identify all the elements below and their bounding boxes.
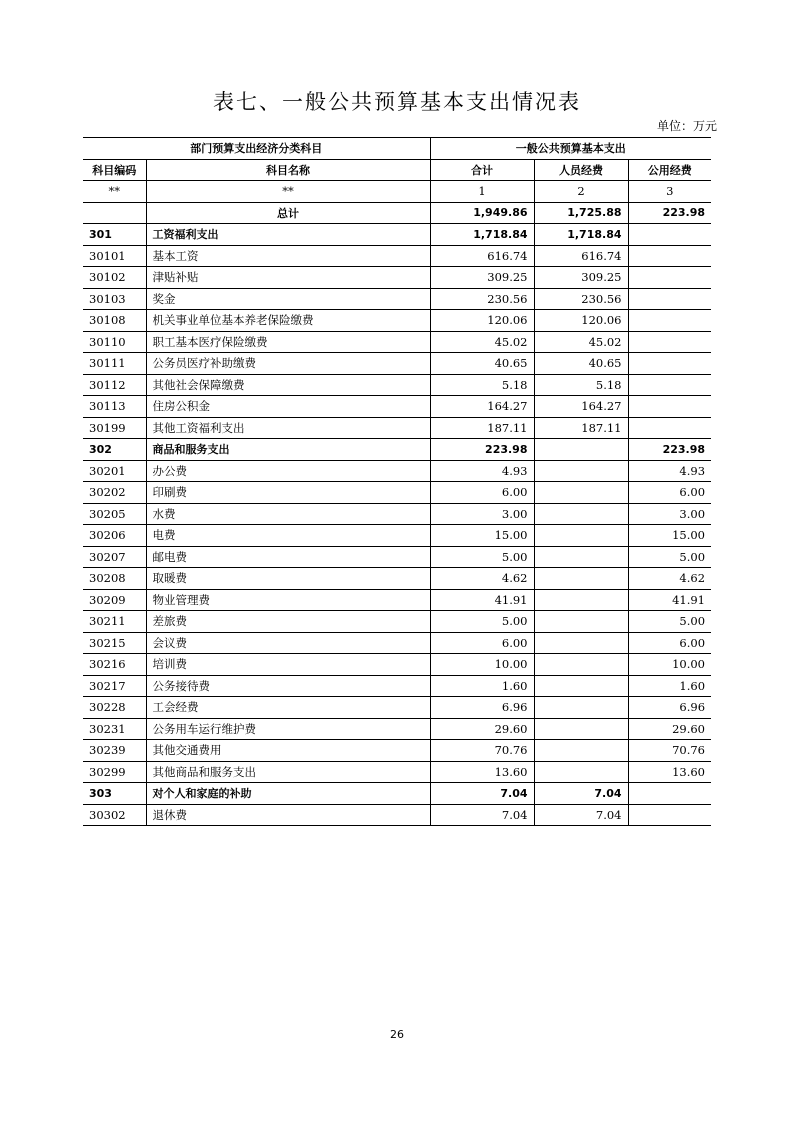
row-personnel: 230.56 bbox=[534, 288, 628, 310]
row-personnel: 1,718.84 bbox=[534, 224, 628, 246]
row-personnel: 616.74 bbox=[534, 245, 628, 267]
row-personnel bbox=[534, 439, 628, 461]
row-total: 4.93 bbox=[430, 460, 534, 482]
table-row bbox=[83, 568, 711, 590]
table-row bbox=[83, 697, 711, 719]
row-public bbox=[628, 396, 711, 418]
row-total: 616.74 bbox=[430, 245, 534, 267]
row-name: 邮电费 bbox=[146, 546, 430, 568]
total-row bbox=[83, 202, 711, 224]
index-row bbox=[83, 181, 711, 203]
row-public: 1.60 bbox=[628, 675, 711, 697]
column-header-row bbox=[83, 159, 711, 181]
row-total: 309.25 bbox=[430, 267, 534, 289]
row-code: 302 bbox=[83, 439, 146, 461]
row-name: 公务员医疗补助缴费 bbox=[146, 353, 430, 375]
row-personnel bbox=[534, 568, 628, 590]
row-name: 工会经费 bbox=[146, 697, 430, 719]
row-code: 30231 bbox=[83, 718, 146, 740]
row-name: 取暖费 bbox=[146, 568, 430, 590]
row-public: 10.00 bbox=[628, 654, 711, 676]
row-code: 301 bbox=[83, 224, 146, 246]
row-total: 5.00 bbox=[430, 546, 534, 568]
personnel-header: 人员经费 bbox=[534, 159, 628, 181]
row-public: 13.60 bbox=[628, 761, 711, 783]
row-code: 30205 bbox=[83, 503, 146, 525]
unit-label: 单位：万元 bbox=[656, 119, 717, 133]
row-public: 41.91 bbox=[628, 589, 711, 611]
row-personnel bbox=[534, 761, 628, 783]
row-public: 6.00 bbox=[628, 482, 711, 504]
row-total: 7.04 bbox=[430, 783, 534, 805]
row-public bbox=[628, 245, 711, 267]
row-total: 187.11 bbox=[430, 417, 534, 439]
row-name: 退休费 bbox=[146, 804, 430, 826]
row-name: 津贴补贴 bbox=[146, 267, 430, 289]
table-row bbox=[83, 654, 711, 676]
row-public bbox=[628, 804, 711, 826]
row-personnel: 45.02 bbox=[534, 331, 628, 353]
row-code: 30199 bbox=[83, 417, 146, 439]
row-name: 其他交通费用 bbox=[146, 740, 430, 762]
row-code: 30111 bbox=[83, 353, 146, 375]
row-personnel bbox=[534, 589, 628, 611]
row-total: 45.02 bbox=[430, 331, 534, 353]
table-row bbox=[83, 503, 711, 525]
row-code: 30228 bbox=[83, 697, 146, 719]
row-public bbox=[628, 288, 711, 310]
table-row bbox=[83, 460, 711, 482]
total-public: 223.98 bbox=[628, 202, 711, 224]
row-personnel bbox=[534, 740, 628, 762]
row-total: 6.00 bbox=[430, 482, 534, 504]
row-personnel: 164.27 bbox=[534, 396, 628, 418]
row-public bbox=[628, 783, 711, 805]
page-title: 表七、一般公共预算基本支出情况表 bbox=[213, 90, 581, 114]
total-total: 1,949.86 bbox=[430, 202, 534, 224]
row-personnel bbox=[534, 654, 628, 676]
index-code: ** bbox=[83, 181, 146, 203]
row-total: 40.65 bbox=[430, 353, 534, 375]
group-left-header: 部门预算支出经济分类科目 bbox=[83, 138, 430, 160]
group-right-header: 一般公共预算基本支出 bbox=[430, 138, 711, 160]
table-row bbox=[83, 589, 711, 611]
table-row bbox=[83, 783, 711, 805]
row-total: 120.06 bbox=[430, 310, 534, 332]
row-code: 30113 bbox=[83, 396, 146, 418]
row-public: 6.00 bbox=[628, 632, 711, 654]
row-personnel: 309.25 bbox=[534, 267, 628, 289]
row-code: 30110 bbox=[83, 331, 146, 353]
row-total: 10.00 bbox=[430, 654, 534, 676]
table-row bbox=[83, 718, 711, 740]
index-public: 3 bbox=[628, 181, 711, 203]
row-code: 30209 bbox=[83, 589, 146, 611]
row-public: 5.00 bbox=[628, 611, 711, 633]
row-name: 公务用车运行维护费 bbox=[146, 718, 430, 740]
row-name: 印刷费 bbox=[146, 482, 430, 504]
row-name: 工资福利支出 bbox=[146, 224, 430, 246]
row-name: 其他社会保障缴费 bbox=[146, 374, 430, 396]
table-row bbox=[83, 611, 711, 633]
row-name: 电费 bbox=[146, 525, 430, 547]
row-total: 70.76 bbox=[430, 740, 534, 762]
row-personnel bbox=[534, 611, 628, 633]
row-total: 4.62 bbox=[430, 568, 534, 590]
row-total: 1.60 bbox=[430, 675, 534, 697]
row-code: 30302 bbox=[83, 804, 146, 826]
table-row bbox=[83, 417, 711, 439]
row-personnel bbox=[534, 482, 628, 504]
row-public bbox=[628, 417, 711, 439]
row-public: 223.98 bbox=[628, 439, 711, 461]
row-code: 30112 bbox=[83, 374, 146, 396]
row-total: 223.98 bbox=[430, 439, 534, 461]
row-code: 30103 bbox=[83, 288, 146, 310]
table-row bbox=[83, 245, 711, 267]
row-total: 5.18 bbox=[430, 374, 534, 396]
row-total: 41.91 bbox=[430, 589, 534, 611]
row-code: 30206 bbox=[83, 525, 146, 547]
table-row bbox=[83, 374, 711, 396]
index-name: ** bbox=[146, 181, 430, 203]
table-row bbox=[83, 310, 711, 332]
row-total: 6.00 bbox=[430, 632, 534, 654]
table-row bbox=[83, 331, 711, 353]
row-code: 30101 bbox=[83, 245, 146, 267]
row-total: 13.60 bbox=[430, 761, 534, 783]
total-header: 合计 bbox=[430, 159, 534, 181]
row-personnel bbox=[534, 718, 628, 740]
row-total: 230.56 bbox=[430, 288, 534, 310]
table-row bbox=[83, 439, 711, 461]
table-row bbox=[83, 761, 711, 783]
table-row bbox=[83, 353, 711, 375]
row-total: 5.00 bbox=[430, 611, 534, 633]
row-personnel bbox=[534, 525, 628, 547]
table-row bbox=[83, 482, 711, 504]
row-total: 29.60 bbox=[430, 718, 534, 740]
row-public: 3.00 bbox=[628, 503, 711, 525]
row-code: 30202 bbox=[83, 482, 146, 504]
public-header: 公用经费 bbox=[628, 159, 711, 181]
code-header: 科目编码 bbox=[83, 159, 146, 181]
row-personnel bbox=[534, 546, 628, 568]
row-name: 奖金 bbox=[146, 288, 430, 310]
total-code bbox=[83, 202, 146, 224]
table-row bbox=[83, 740, 711, 762]
row-name: 机关事业单位基本养老保险缴费 bbox=[146, 310, 430, 332]
row-personnel: 40.65 bbox=[534, 353, 628, 375]
table-row bbox=[83, 546, 711, 568]
row-personnel bbox=[534, 503, 628, 525]
table-row bbox=[83, 675, 711, 697]
table-row bbox=[83, 267, 711, 289]
row-personnel bbox=[534, 632, 628, 654]
row-total: 6.96 bbox=[430, 697, 534, 719]
row-public: 4.62 bbox=[628, 568, 711, 590]
row-personnel: 120.06 bbox=[534, 310, 628, 332]
row-name: 物业管理费 bbox=[146, 589, 430, 611]
table-row bbox=[83, 396, 711, 418]
row-code: 30215 bbox=[83, 632, 146, 654]
row-public: 5.00 bbox=[628, 546, 711, 568]
row-public: 6.96 bbox=[628, 697, 711, 719]
row-total: 3.00 bbox=[430, 503, 534, 525]
row-name: 基本工资 bbox=[146, 245, 430, 267]
row-code: 30217 bbox=[83, 675, 146, 697]
row-public bbox=[628, 374, 711, 396]
row-code: 30208 bbox=[83, 568, 146, 590]
row-personnel bbox=[534, 460, 628, 482]
row-personnel: 5.18 bbox=[534, 374, 628, 396]
row-personnel bbox=[534, 675, 628, 697]
row-name: 会议费 bbox=[146, 632, 430, 654]
table-row bbox=[83, 632, 711, 654]
row-code: 30299 bbox=[83, 761, 146, 783]
row-code: 30102 bbox=[83, 267, 146, 289]
index-personnel: 2 bbox=[534, 181, 628, 203]
row-name: 水费 bbox=[146, 503, 430, 525]
row-name: 对个人和家庭的补助 bbox=[146, 783, 430, 805]
row-public: 4.93 bbox=[628, 460, 711, 482]
row-code: 30207 bbox=[83, 546, 146, 568]
table-row bbox=[83, 288, 711, 310]
row-public bbox=[628, 331, 711, 353]
row-name: 差旅费 bbox=[146, 611, 430, 633]
row-public: 15.00 bbox=[628, 525, 711, 547]
index-total: 1 bbox=[430, 181, 534, 203]
row-code: 30211 bbox=[83, 611, 146, 633]
row-total: 15.00 bbox=[430, 525, 534, 547]
table-row bbox=[83, 804, 711, 826]
row-total: 164.27 bbox=[430, 396, 534, 418]
row-code: 30201 bbox=[83, 460, 146, 482]
row-code: 30108 bbox=[83, 310, 146, 332]
total-personnel: 1,725.88 bbox=[534, 202, 628, 224]
row-name: 职工基本医疗保险缴费 bbox=[146, 331, 430, 353]
row-public bbox=[628, 310, 711, 332]
table-row bbox=[83, 224, 711, 246]
name-header: 科目名称 bbox=[146, 159, 430, 181]
row-name: 其他商品和服务支出 bbox=[146, 761, 430, 783]
row-public bbox=[628, 353, 711, 375]
row-code: 30216 bbox=[83, 654, 146, 676]
row-public: 70.76 bbox=[628, 740, 711, 762]
row-name: 其他工资福利支出 bbox=[146, 417, 430, 439]
row-public bbox=[628, 267, 711, 289]
row-total: 1,718.84 bbox=[430, 224, 534, 246]
row-code: 303 bbox=[83, 783, 146, 805]
row-public bbox=[628, 224, 711, 246]
row-name: 商品和服务支出 bbox=[146, 439, 430, 461]
row-name: 住房公积金 bbox=[146, 396, 430, 418]
row-personnel bbox=[534, 697, 628, 719]
group-header-row bbox=[83, 138, 711, 160]
row-personnel: 7.04 bbox=[534, 783, 628, 805]
budget-table bbox=[83, 137, 711, 826]
total-label: 总计 bbox=[146, 202, 430, 224]
row-name: 公务接待费 bbox=[146, 675, 430, 697]
row-code: 30239 bbox=[83, 740, 146, 762]
table-row bbox=[83, 525, 711, 547]
page-number: 26 bbox=[390, 1028, 404, 1041]
row-total: 7.04 bbox=[430, 804, 534, 826]
row-name: 培训费 bbox=[146, 654, 430, 676]
row-public: 29.60 bbox=[628, 718, 711, 740]
row-personnel: 187.11 bbox=[534, 417, 628, 439]
row-name: 办公费 bbox=[146, 460, 430, 482]
row-personnel: 7.04 bbox=[534, 804, 628, 826]
